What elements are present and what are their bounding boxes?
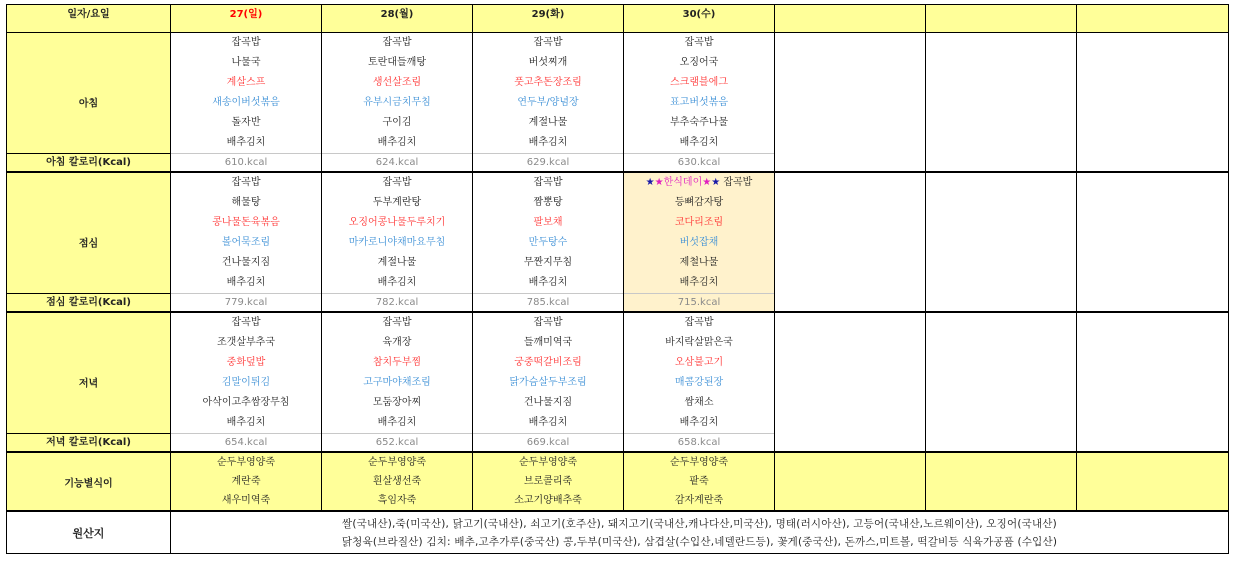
calorie-value: 658.kcal [624, 433, 774, 451]
lunch-day-28 [322, 172, 473, 312]
empty-cell [775, 452, 926, 511]
day-header-27: 27(일) [171, 5, 322, 33]
origin-row [7, 511, 1229, 554]
menu-item: 팔보채 [533, 217, 563, 228]
dinner-day-30 [624, 312, 775, 452]
menu-item: 잡곡밥 [533, 37, 563, 48]
menu-item: 배추김치 [226, 417, 266, 428]
menu-item: 돌자반 [231, 117, 261, 128]
day-header-empty [926, 5, 1077, 33]
lunch-day-30-korean-day [624, 172, 775, 312]
lunch-day-27 [171, 172, 322, 312]
porridge-item: 흰살생선죽 [372, 476, 422, 487]
menu-item: 해물탕 [231, 197, 261, 208]
menu-item: 참치두부찜 [372, 357, 422, 368]
empty-cell [926, 172, 1077, 312]
menu-item: 새송이버섯볶음 [212, 97, 280, 108]
menu-item: 배추김치 [679, 137, 719, 148]
star-icon: ★ [711, 177, 721, 188]
menu-item: 배추김치 [226, 277, 266, 288]
menu-item: 풋고추돈장조림 [514, 77, 582, 88]
menu-item: 버섯잡채 [679, 237, 719, 248]
menu-item: 계절나물 [377, 257, 417, 268]
menu-item: 매콤강된장 [674, 377, 724, 388]
menu-item: 고구마야채조림 [363, 377, 431, 388]
menu-item: 무짠지무침 [523, 257, 573, 268]
menu-item: 아삭이고추쌈장무침 [202, 397, 290, 408]
menu-item-special [624, 173, 774, 193]
menu-item: 배추김치 [377, 277, 417, 288]
menu-item: 육개장 [382, 337, 412, 348]
breakfast-day-30 [624, 33, 775, 173]
empty-cell [775, 33, 926, 173]
menu-item: 배추김치 [679, 277, 719, 288]
menu-item: 바지락살맑은국 [665, 337, 733, 348]
dinner-calorie-label: 저녁 칼로리(Kcal) [7, 433, 170, 451]
empty-cell [1077, 312, 1229, 452]
dinner-day-29 [473, 312, 624, 452]
menu-item: 등뼈감자탕 [674, 197, 724, 208]
menu-item: 배추김치 [528, 417, 568, 428]
calorie-value: 779.kcal [171, 293, 321, 311]
menu-item: 볼어묵조림 [221, 237, 271, 248]
breakfast-day-27 [171, 33, 322, 173]
menu-item: 마카로니야채마요무침 [348, 237, 446, 248]
menu-item: 잡곡밥 [231, 177, 261, 188]
day-header-empty [1077, 5, 1229, 33]
menu-item: 나물국 [231, 57, 261, 68]
empty-cell [775, 172, 926, 312]
menu-item: 잡곡밥 [684, 37, 714, 48]
calorie-value: 652.kcal [322, 433, 472, 451]
menu-item: 오징어콩나물두루치기 [348, 217, 446, 228]
empty-cell [1077, 33, 1229, 173]
menu-item: 잡곡밥 [382, 317, 412, 328]
calorie-value: 782.kcal [322, 293, 472, 311]
menu-item: 들깨미역국 [523, 337, 573, 348]
porridge-item: 순두부영양죽 [217, 457, 275, 468]
day-header-30: 30(수) [624, 5, 775, 33]
porridge-item: 팥죽 [689, 476, 709, 487]
breakfast-day-29 [473, 33, 624, 173]
porridge-item: 순두부영양죽 [519, 457, 577, 468]
calorie-value: 715.kcal [624, 293, 774, 311]
functional-day-30 [624, 452, 775, 511]
menu-item: 쌈채소 [684, 397, 714, 408]
dinner-label: 저녁 [78, 378, 99, 390]
menu-item: 배추김치 [377, 417, 417, 428]
dinner-row [7, 312, 1229, 452]
empty-cell [1077, 172, 1229, 312]
menu-item: 잡곡밥 [382, 177, 412, 188]
korean-day-label: ★한식데이★ [654, 177, 712, 188]
menu-item: 짬뽕탕 [533, 197, 563, 208]
menu-item: 토란대들깨탕 [368, 57, 426, 68]
menu-item: 배추김치 [377, 137, 417, 148]
dinner-label-cell [7, 312, 171, 452]
menu-item: 연두부/양념장 [517, 97, 579, 108]
origin-label: 원산지 [7, 511, 171, 554]
menu-item: 버섯찌개 [528, 57, 568, 68]
menu-item: 건나물지짐 [221, 257, 271, 268]
menu-item: 오삼불고기 [674, 357, 724, 368]
dinner-day-28 [322, 312, 473, 452]
porridge-item: 브로콜리죽 [523, 476, 573, 487]
origin-line-1: 쌀(국내산),죽(미국산), 닭고기(국내산), 쇠고기(호주산), 돼지고기(국내산,캐나다산,미국산), 명태(러시아산), 고등어(국내산,노르웨이산), 오징어(국내산) [342, 517, 1057, 530]
breakfast-row [7, 33, 1229, 173]
menu-item: 스크램블에그 [670, 77, 728, 88]
origin-text-cell [171, 511, 1229, 554]
calorie-value: 654.kcal [171, 433, 321, 451]
menu-item: 중화덮밥 [226, 357, 266, 368]
menu-item: 배추김치 [528, 277, 568, 288]
day-header-empty [775, 5, 926, 33]
menu-item: 계절나물 [528, 117, 568, 128]
calorie-value: 624.kcal [322, 153, 472, 171]
menu-item: 잡곡밥 [723, 177, 753, 188]
menu-item: 코다리조림 [674, 217, 724, 228]
porridge-item: 소고기양배추죽 [514, 495, 582, 506]
lunch-label: 점심 [78, 238, 99, 250]
menu-item: 잡곡밥 [382, 37, 412, 48]
menu-item: 표고버섯볶음 [670, 97, 728, 108]
dinner-day-27 [171, 312, 322, 452]
menu-item: 조갯살부추국 [217, 337, 275, 348]
menu-item: 만두탕수 [528, 237, 568, 248]
day-header-29: 29(화) [473, 5, 624, 33]
porridge-item: 흑임자죽 [377, 495, 417, 506]
origin-line-2: 닭청육(브라질산) 김치: 배추,고추가루(중국산) 콩,두부(미국산), 삼겹살(수입산,네델란드등), 꽃게(중국산), 돈까스,미트볼, 떡갈비등 식육가공품 (수입산) [341, 535, 1058, 548]
menu-item: 김말이튀김 [221, 377, 271, 388]
lunch-row [7, 172, 1229, 312]
menu-item: 제철나물 [679, 257, 719, 268]
empty-cell [775, 312, 926, 452]
menu-item: 계살스프 [226, 77, 266, 88]
menu-item: 유부시금치무침 [363, 97, 431, 108]
functional-day-29 [473, 452, 624, 511]
empty-cell [1077, 452, 1229, 511]
lunch-calorie-label: 점심 칼로리(Kcal) [7, 293, 170, 311]
calorie-value: 785.kcal [473, 293, 623, 311]
menu-item: 궁중떡갈비조림 [514, 357, 582, 368]
breakfast-label: 아침 [78, 98, 99, 110]
functional-diet-label: 기능별식이 [64, 478, 113, 489]
breakfast-label-cell [7, 33, 171, 173]
menu-item: 두부계란탕 [372, 197, 422, 208]
porridge-item: 감자계란죽 [674, 495, 724, 506]
date-label-header: 일자/요일 [7, 5, 171, 33]
functional-diet-label-cell [7, 452, 171, 511]
lunch-day-29 [473, 172, 624, 312]
meal-plan-table [6, 4, 1229, 554]
header-row [7, 5, 1229, 33]
menu-item: 잡곡밥 [231, 37, 261, 48]
porridge-item: 순두부영양죽 [368, 457, 426, 468]
porridge-item: 계란죽 [231, 476, 261, 487]
menu-item: 오징어국 [679, 57, 719, 68]
functional-day-28 [322, 452, 473, 511]
breakfast-calorie-label: 아침 칼로리(Kcal) [7, 153, 170, 171]
menu-item: 배추김치 [528, 137, 568, 148]
breakfast-day-28 [322, 33, 473, 173]
menu-item: 잡곡밥 [533, 317, 563, 328]
empty-cell [926, 33, 1077, 173]
menu-item: 건나물지짐 [523, 397, 573, 408]
menu-item: 모둠장아찌 [372, 397, 422, 408]
day-header-28: 28(월) [322, 5, 473, 33]
calorie-value: 610.kcal [171, 153, 321, 171]
calorie-value: 629.kcal [473, 153, 623, 171]
menu-item: 생선살조림 [372, 77, 422, 88]
menu-item: 배추김치 [679, 417, 719, 428]
calorie-value: 630.kcal [624, 153, 774, 171]
menu-item: 배추김치 [226, 137, 266, 148]
menu-item: 닭가슴살두부조림 [509, 377, 587, 388]
menu-item: 구이김 [382, 117, 412, 128]
menu-item: 부추숙주나물 [670, 117, 728, 128]
menu-item: 잡곡밥 [533, 177, 563, 188]
lunch-label-cell [7, 172, 171, 312]
empty-cell [926, 452, 1077, 511]
empty-cell [926, 312, 1077, 452]
menu-item: 콩나물돈육볶음 [212, 217, 280, 228]
menu-item: 잡곡밥 [684, 317, 714, 328]
menu-item: 잡곡밥 [231, 317, 261, 328]
porridge-item: 순두부영양죽 [670, 457, 728, 468]
calorie-value: 669.kcal [473, 433, 623, 451]
functional-diet-row [7, 452, 1229, 511]
star-icon: ★ [645, 177, 655, 188]
porridge-item: 새우미역죽 [221, 495, 271, 506]
functional-day-27 [171, 452, 322, 511]
